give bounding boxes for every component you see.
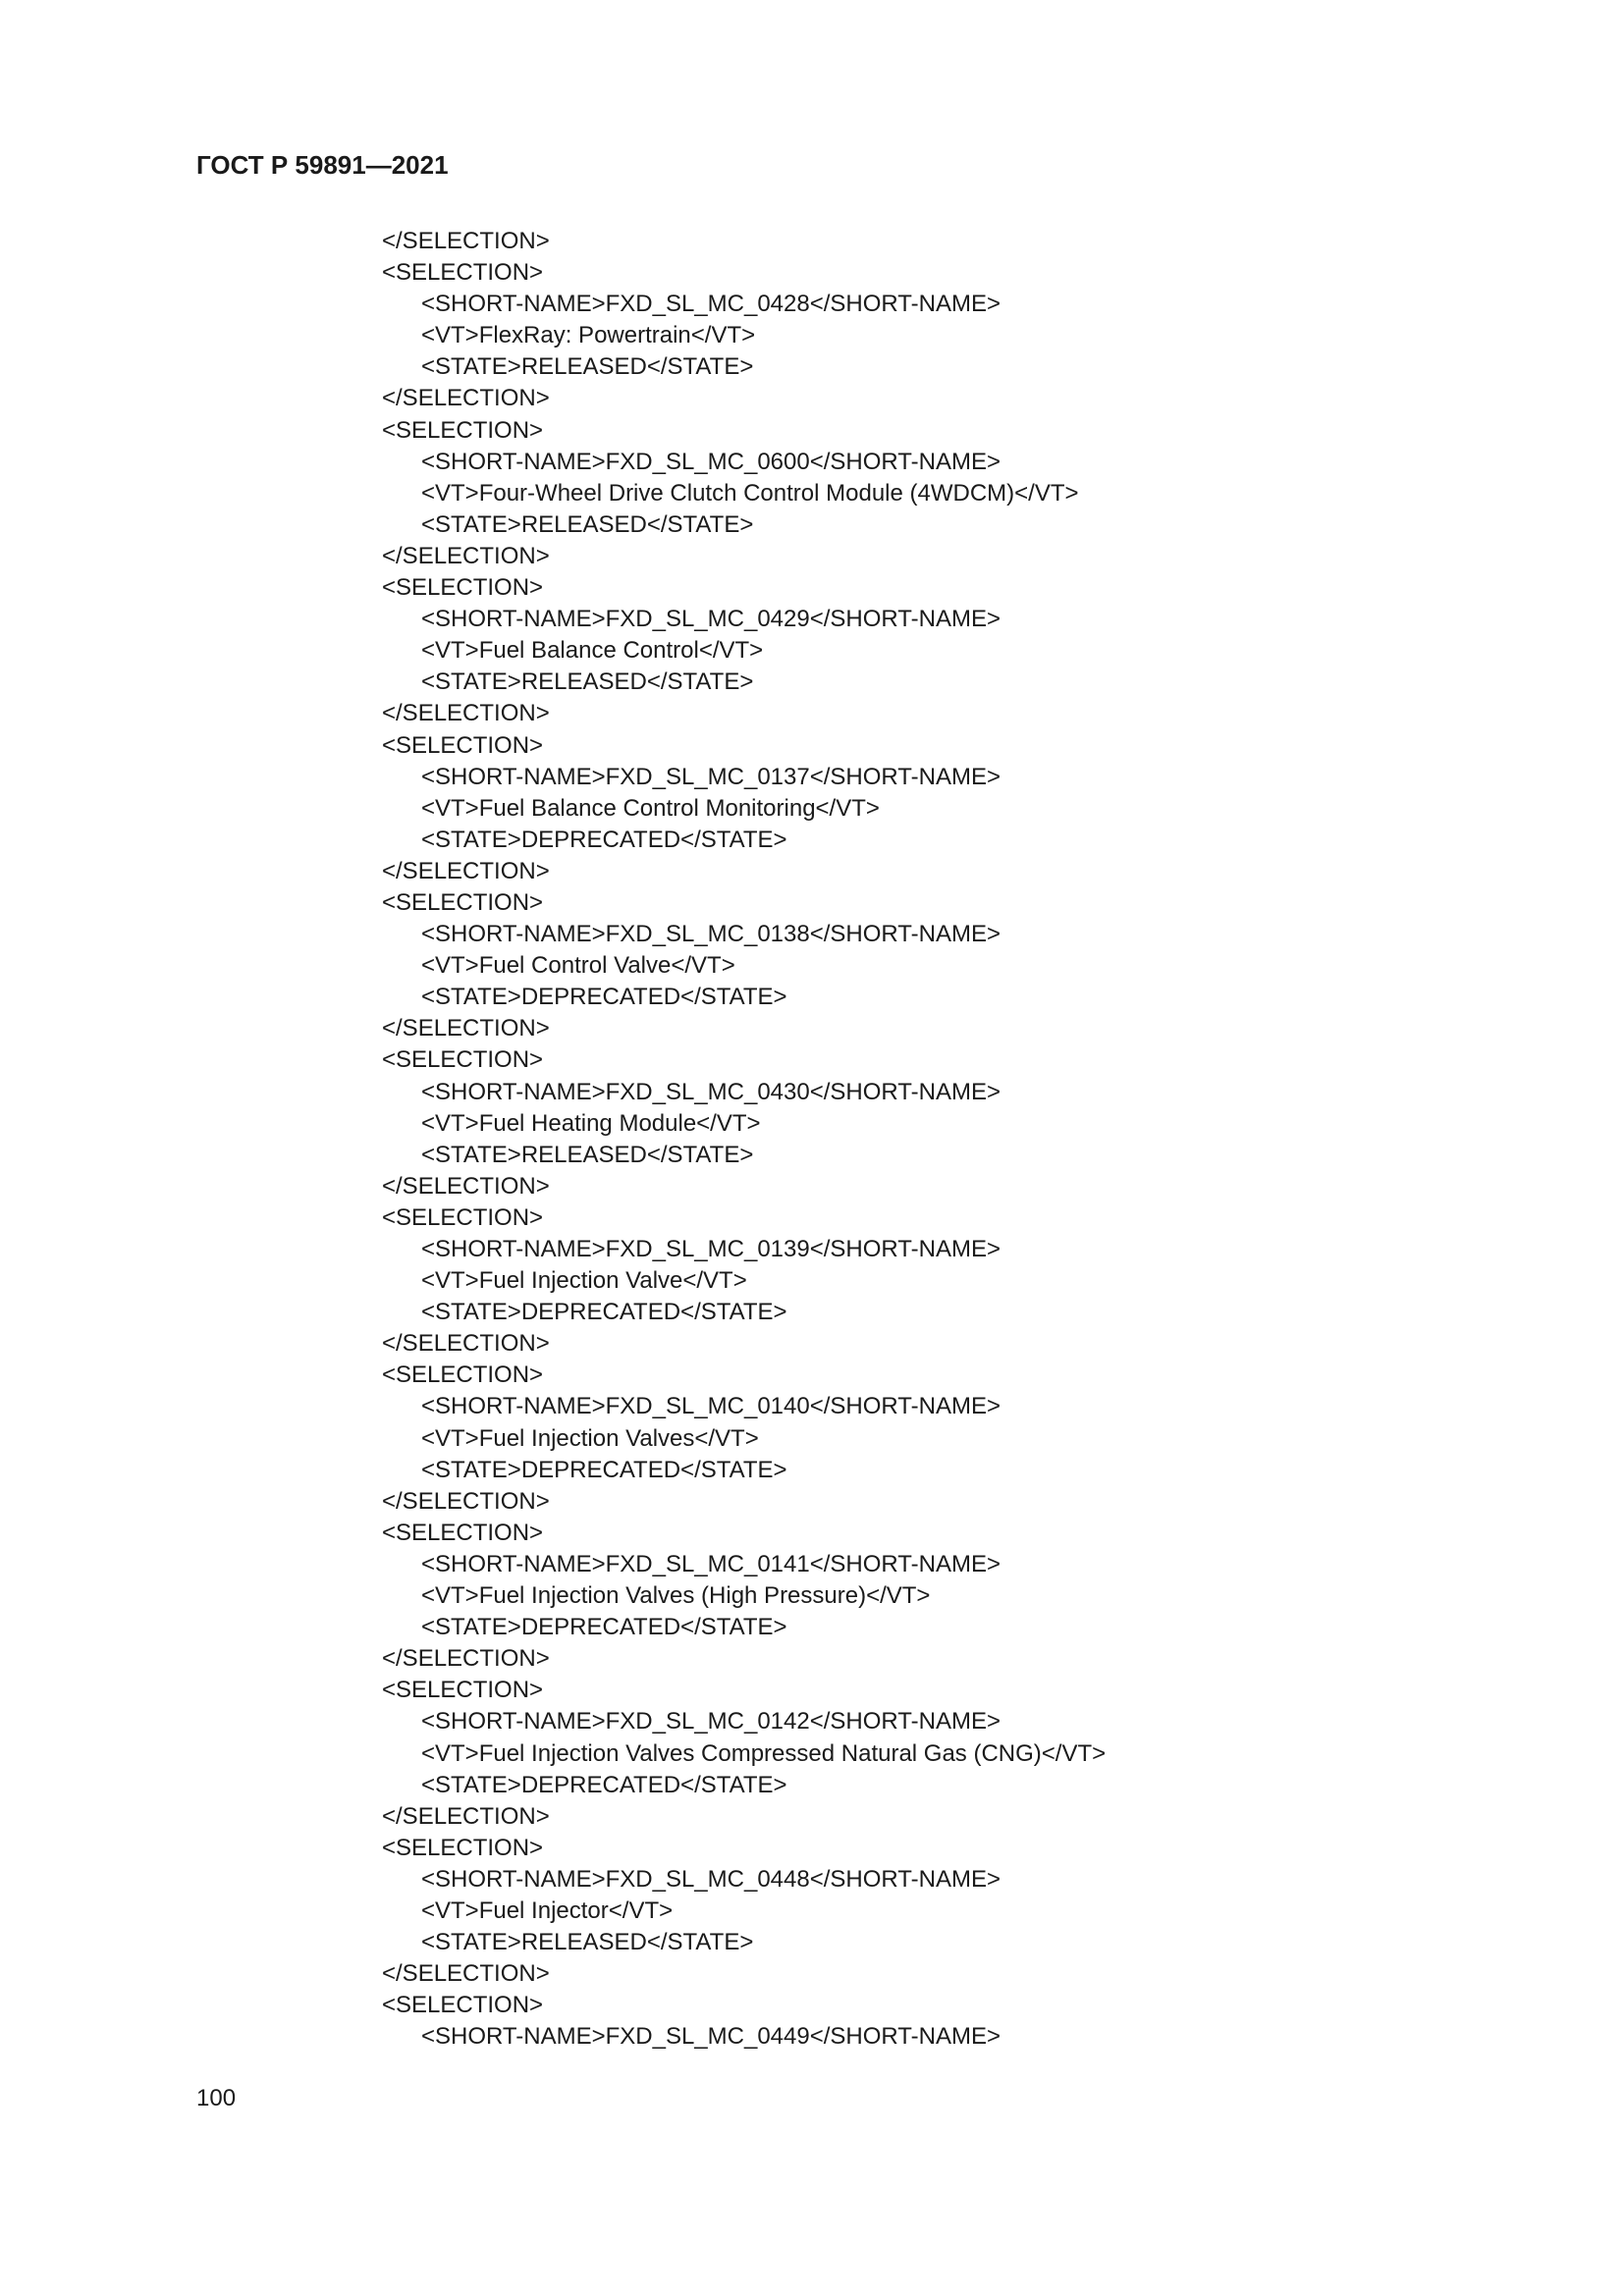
code-line: </SELECTION>	[382, 1960, 550, 1988]
code-line: <SHORT-NAME>FXD_SL_MC_0137</SHORT-NAME>	[421, 763, 1001, 790]
code-line: <SHORT-NAME>FXD_SL_MC_0430</SHORT-NAME>	[421, 1078, 1001, 1105]
code-line: <STATE>DEPRECATED</STATE>	[421, 1299, 787, 1326]
code-line: <SELECTION>	[382, 1362, 544, 1389]
code-line: <SHORT-NAME>FXD_SL_MC_0139</SHORT-NAME>	[421, 1236, 1001, 1262]
page-number: 100	[196, 2085, 237, 2111]
code-line: <STATE>RELEASED</STATE>	[421, 510, 754, 538]
code-line: <STATE>DEPRECATED</STATE>	[421, 1614, 787, 1641]
code-line: <SELECTION>	[382, 574, 544, 602]
code-line: <VT>Fuel Injection Valves (High Pressure)</VT>	[421, 1582, 931, 1610]
code-line: <STATE>DEPRECATED</STATE>	[421, 826, 787, 853]
document-header: ГОСТ Р 59891—2021	[196, 150, 449, 180]
code-line: <SHORT-NAME>FXD_SL_MC_0138</SHORT-NAME>	[421, 921, 1001, 948]
code-line: <STATE>RELEASED</STATE>	[421, 1141, 754, 1168]
code-line: <SHORT-NAME>FXD_SL_MC_0429</SHORT-NAME>	[421, 606, 1001, 633]
code-line: <VT>Four-Wheel Drive Clutch Control Module (4WDCM)</VT>	[421, 479, 1079, 507]
code-line: <VT>Fuel Balance Control</VT>	[421, 637, 764, 665]
code-line: <VT>FlexRay: Powertrain</VT>	[421, 322, 756, 349]
code-line: <STATE>RELEASED</STATE>	[421, 668, 754, 696]
code-line: <SELECTION>	[382, 1519, 544, 1546]
code-line: <SELECTION>	[382, 731, 544, 759]
code-line: <SHORT-NAME>FXD_SL_MC_0142</SHORT-NAME>	[421, 1708, 1001, 1735]
code-line: <SHORT-NAME>FXD_SL_MC_0140</SHORT-NAME>	[421, 1393, 1001, 1420]
code-line: <SELECTION>	[382, 416, 544, 444]
code-line: <VT>Fuel Injection Valve</VT>	[421, 1267, 747, 1295]
code-line: </SELECTION>	[382, 1645, 550, 1673]
code-line: <VT>Fuel Injector</VT>	[421, 1896, 674, 1924]
code-line: <STATE>DEPRECATED</STATE>	[421, 1771, 787, 1798]
code-line: </SELECTION>	[382, 228, 550, 254]
code-line: <SELECTION>	[382, 1046, 544, 1074]
code-line: <STATE>DEPRECATED</STATE>	[421, 1456, 787, 1483]
code-line: </SELECTION>	[382, 1015, 550, 1042]
xml-listing	[382, 226, 1106, 2053]
code-line: <SHORT-NAME>FXD_SL_MC_0448</SHORT-NAME>	[421, 1865, 1001, 1893]
code-line: <SELECTION>	[382, 1834, 544, 1861]
code-line: <VT>Fuel Control Valve</VT>	[421, 952, 735, 980]
code-line: <VT>Fuel Injection Valves</VT>	[421, 1424, 759, 1452]
code-line: </SELECTION>	[382, 385, 550, 412]
code-line: <SELECTION>	[382, 1203, 544, 1231]
code-line: </SELECTION>	[382, 700, 550, 727]
code-line: <SHORT-NAME>FXD_SL_MC_0428</SHORT-NAME>	[421, 291, 1001, 318]
code-line: </SELECTION>	[382, 857, 550, 884]
code-line: <SELECTION>	[382, 259, 544, 287]
code-line: </SELECTION>	[382, 1172, 550, 1200]
code-line: <VT>Fuel Heating Module</VT>	[421, 1109, 761, 1137]
code-line: <SHORT-NAME>FXD_SL_MC_0449</SHORT-NAME>	[421, 2023, 1001, 2051]
code-line: <SHORT-NAME>FXD_SL_MC_0600</SHORT-NAME>	[421, 448, 1001, 475]
code-line: </SELECTION>	[382, 1802, 550, 1830]
code-line: </SELECTION>	[382, 1330, 550, 1358]
code-line: <VT>Fuel Injection Valves Compressed Natural Gas (CNG)</VT>	[421, 1739, 1107, 1767]
code-line: <SELECTION>	[382, 888, 544, 916]
code-line: </SELECTION>	[382, 1487, 550, 1515]
code-line: <VT>Fuel Balance Control Monitoring</VT>	[421, 794, 880, 822]
code-line: <SELECTION>	[382, 1677, 544, 1704]
code-line: <STATE>RELEASED</STATE>	[421, 353, 754, 381]
code-line: <STATE>RELEASED</STATE>	[421, 1929, 754, 1956]
code-line: <SELECTION>	[382, 1992, 544, 2019]
code-line: <STATE>DEPRECATED</STATE>	[421, 984, 787, 1011]
code-line: </SELECTION>	[382, 542, 550, 569]
code-line: <SHORT-NAME>FXD_SL_MC_0141</SHORT-NAME>	[421, 1550, 1001, 1577]
